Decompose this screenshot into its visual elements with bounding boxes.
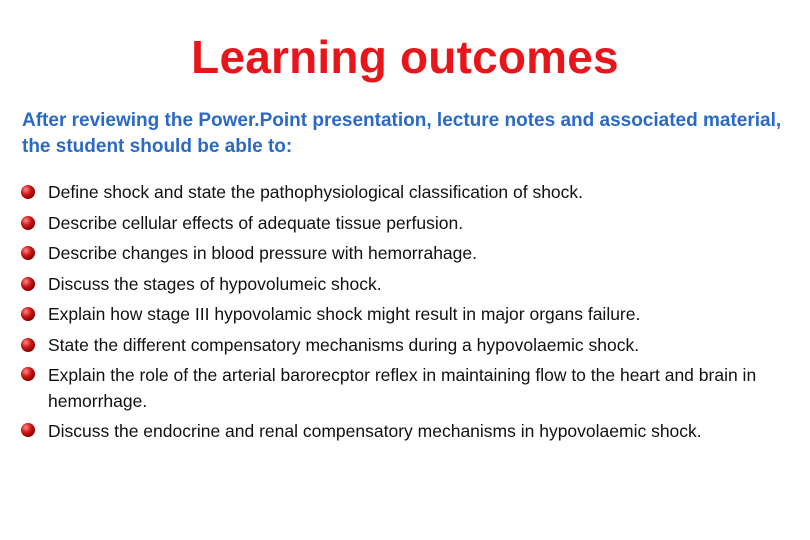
outcome-text: Discuss the endocrine and renal compensatory mechanisms in hypovolaemic shock. xyxy=(48,421,702,441)
red-sphere-bullet-icon xyxy=(21,277,35,291)
intro-text: After reviewing the Power.Point presentation, lecture notes and associated material, the student should be able to: xyxy=(22,110,782,157)
outcome-text: State the different compensatory mechanisms during a hypovolaemic shock. xyxy=(48,334,640,355)
list-item xyxy=(0,269,810,300)
red-sphere-bullet-icon xyxy=(21,367,35,381)
outcome-text: Describe cellular effects of adequate tissue perfusion. xyxy=(48,212,464,233)
outcome-text: Describe changes in blood pressure with hemorrahage. xyxy=(48,243,477,263)
list-item xyxy=(0,238,810,269)
outcome-text: Explain how stage III hypovolamic shock might result in major organs failure. xyxy=(48,304,641,324)
red-sphere-bullet-icon xyxy=(21,185,35,199)
red-sphere-bullet-icon xyxy=(21,423,35,437)
red-sphere-bullet-icon xyxy=(21,338,35,352)
red-sphere-bullet-icon xyxy=(21,246,35,260)
list-item xyxy=(0,208,810,239)
outcome-text: Discuss the stages of hypovolumeic shock. xyxy=(48,273,382,294)
list-item xyxy=(0,177,810,208)
outcome-text: Define shock and state the pathophysiological classification of shock. xyxy=(48,182,584,202)
red-sphere-bullet-icon xyxy=(21,216,35,230)
list-item xyxy=(0,299,810,330)
list-item xyxy=(0,360,810,416)
learning-outcomes-list xyxy=(0,177,810,446)
slide-title: Learning outcomes xyxy=(191,31,619,83)
list-item xyxy=(0,330,810,361)
list-item xyxy=(0,416,810,446)
red-sphere-bullet-icon xyxy=(21,307,35,321)
outcome-text: Explain the role of the arterial barorecptor reflex in maintaining flow to the heart and brain in hemorrhage. xyxy=(48,365,757,411)
